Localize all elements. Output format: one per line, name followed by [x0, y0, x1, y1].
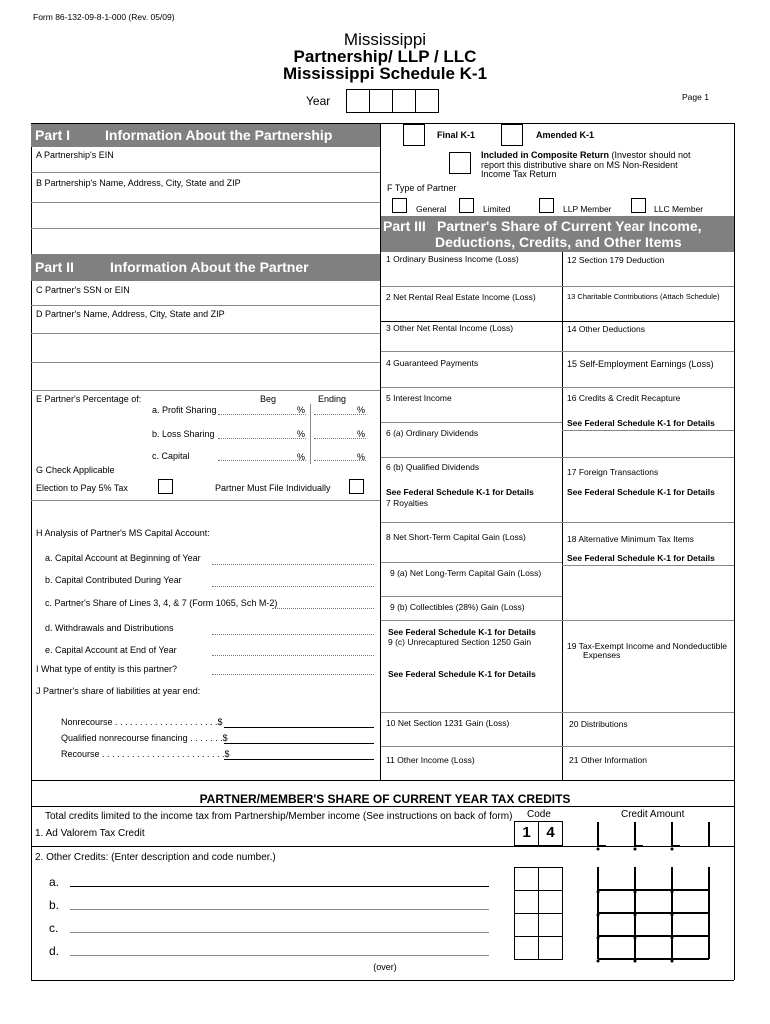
part3-title-2: Deductions, Credits, and Other Items [435, 234, 682, 250]
line-20-label: 20 Distributions [569, 719, 628, 729]
part2-title: Information About the Partner [110, 259, 309, 275]
part1-title: Information About the Partnership [105, 127, 333, 143]
form-number: Form 86-132-09-8-1-000 (Rev. 05/09) [33, 12, 175, 22]
see-federal-9c: See Federal Schedule K-1 for Details [388, 627, 536, 637]
credit-a-label: a. [49, 875, 60, 889]
beg-label: Beg [260, 394, 277, 404]
other-credits-label: 2. Other Credits: (Enter description and code number.) [35, 852, 276, 863]
partnership-address-field[interactable] [31, 228, 380, 229]
general-label: General [416, 204, 447, 214]
line-2-label: 2 Net Rental Real Estate Income (Loss) [386, 292, 536, 302]
credit-c-description[interactable] [70, 932, 489, 933]
form-title-1: Partnership/ LLP / LLC [293, 47, 477, 66]
see-federal-17: See Federal Schedule K-1 for Details [567, 487, 715, 497]
entity-type-label: I What type of entity is this partner? [36, 664, 178, 674]
ending-label: Ending [318, 394, 347, 404]
capital-contributed-field[interactable] [212, 586, 374, 587]
page-number: Page 1 [682, 92, 709, 102]
partner-name-field[interactable] [31, 333, 380, 334]
line-19-label: 19 Tax-Exempt Income and Nondeductible [567, 641, 728, 651]
final-k1-checkbox[interactable] [403, 124, 425, 146]
capital-label: c. Capital [152, 451, 190, 461]
recourse-field[interactable] [224, 759, 374, 760]
percentage-label: E Partner's Percentage of: [36, 394, 142, 404]
line-9c-label: 9 (c) Unrecaptured Section 1250 Gain [388, 637, 532, 647]
form-title-2: Mississippi Schedule K-1 [282, 64, 488, 83]
llc-member-checkbox[interactable] [631, 198, 646, 213]
line-18-label: 18 Alternative Minimum Tax Items [567, 534, 694, 544]
final-k1-label: Final K-1 [437, 130, 476, 140]
line-12-label: 12 Section 179 Deduction [567, 255, 665, 265]
line-6a-label: 6 (a) Ordinary Dividends [386, 428, 479, 438]
partnership-ein-label: A Partnership's EIN [36, 150, 114, 160]
election-label: Election to Pay 5% Tax [36, 483, 128, 493]
line-13-label: 13 Charitable Contributions (Attach Schedule) [567, 292, 720, 301]
percent-sign: % [357, 405, 366, 415]
line-8-label: 8 Net Short-Term Capital Gain (Loss) [386, 532, 526, 542]
line-11-label: 11 Other Income (Loss) [386, 755, 475, 765]
part3-num: Part III [383, 218, 426, 234]
part3-title-1: Partner's Share of Current Year Income, [437, 218, 702, 234]
credit-amount-grid[interactable] [580, 818, 730, 966]
credit-c-label: c. [49, 921, 59, 935]
credit-b-description[interactable] [70, 909, 489, 910]
credits-title: PARTNER/MEMBER'S SHARE OF CURRENT YEAR TAX CREDITS [199, 792, 571, 806]
check-applicable-label: G Check Applicable [36, 465, 115, 475]
see-federal-7: See Federal Schedule K-1 for Details [386, 487, 534, 497]
llc-member-label: LLC Member [654, 204, 704, 214]
partner-share-field[interactable] [272, 608, 374, 609]
nonrecourse-field[interactable] [224, 727, 374, 728]
line-21-label: 21 Other Information [569, 755, 647, 765]
line-10-label: 10 Net Section 1231 Gain (Loss) [386, 718, 510, 728]
entity-type-field[interactable] [212, 674, 374, 675]
loss-beg-field[interactable] [218, 438, 306, 439]
percent-sign: % [297, 429, 306, 439]
line-15-label: 15 Self-Employment Earnings (Loss) [567, 359, 714, 369]
line-7-label: 7 Royalties [386, 498, 429, 508]
part1-header [31, 124, 380, 147]
partnership-name-label: B Partnership's Name, Address, City, State and ZIP [36, 178, 241, 188]
loss-sharing-label: b. Loss Sharing [152, 429, 215, 439]
type-of-partner-label: F Type of Partner [387, 183, 457, 193]
partner-address-field[interactable] [31, 362, 380, 363]
qualified-field[interactable] [224, 743, 374, 744]
capital-analysis-label: H Analysis of Partner's MS Capital Account: [36, 528, 210, 538]
line-17-label: 17 Foreign Transactions [567, 467, 659, 477]
see-federal-16: See Federal Schedule K-1 for Details [567, 418, 715, 428]
partner-share-label: c. Partner's Share of Lines 3, 4, & 7 (Form 1065, Sch M-2) [45, 598, 278, 608]
composite-return-label: Included in Composite Return (Investor should not report this distributive share on MS Non-Resident Income Tax Return [481, 150, 691, 179]
amended-k1-label: Amended K-1 [536, 130, 595, 140]
capital-begin-field[interactable] [212, 564, 374, 565]
percent-sign: % [297, 405, 306, 415]
line-16-label: 16 Credits & Credit Recapture [567, 393, 681, 403]
capital-end-label: e. Capital Account at End of Year [45, 645, 177, 655]
llp-member-checkbox[interactable] [539, 198, 554, 213]
credit-amount-header: Credit Amount [621, 809, 685, 820]
election-checkbox[interactable] [158, 479, 173, 494]
part2-header [31, 254, 380, 281]
llp-member-label: LLP Member [563, 204, 612, 214]
liabilities-label: J Partner's share of liabilities at year end: [36, 686, 201, 696]
withdrawals-label: d. Withdrawals and Distributions [45, 623, 174, 633]
partner-ssn-label: C Partner's SSN or EIN [36, 285, 130, 295]
credits-intro: Total credits limited to the income tax from Partnership/Member income (See instructions on back of form) [45, 811, 513, 822]
year-label: Year [306, 94, 331, 108]
code-digit: 4 [546, 824, 555, 841]
percent-sign: % [357, 452, 366, 462]
credit-d-description[interactable] [70, 955, 489, 956]
limited-label: Limited [483, 204, 511, 214]
capital-end-field[interactable] [212, 655, 374, 656]
part1-num: Part I [35, 127, 71, 143]
over-label: (over) [373, 962, 397, 972]
state-title: Mississippi [343, 30, 427, 49]
limited-checkbox[interactable] [459, 198, 474, 213]
partner-name-label: D Partner's Name, Address, City, State and ZIP [36, 309, 225, 319]
line-5-label: 5 Interest Income [386, 393, 452, 403]
capital-beg-field[interactable] [218, 460, 306, 461]
line-9b-label: 9 (b) Collectibles (28%) Gain (Loss) [390, 602, 525, 612]
withdrawals-field[interactable] [212, 634, 374, 635]
line-19-label-2: Expenses [583, 650, 621, 660]
code-header: Code [527, 809, 551, 820]
credit-b-label: b. [49, 898, 60, 912]
line-6b-label: 6 (b) Qualified Dividends [386, 462, 480, 472]
qualified-label: Qualified nonrecourse financing . . . . . . .$ [61, 733, 228, 743]
percent-sign: % [357, 429, 366, 439]
profit-sharing-label: a. Profit Sharing [152, 405, 217, 415]
see-federal-9c-2: See Federal Schedule K-1 for Details [388, 669, 536, 679]
ad-valorem-label: 1. Ad Valorem Tax Credit [35, 828, 145, 839]
part3-header [381, 216, 734, 252]
general-checkbox[interactable] [392, 198, 407, 213]
credit-d-label: d. [49, 944, 60, 958]
must-file-label: Partner Must File Individually [215, 483, 331, 493]
profit-beg-field[interactable] [218, 414, 306, 415]
code-digit: 1 [522, 824, 531, 841]
partnership-name-field[interactable] [31, 202, 380, 203]
line-9a-label: 9 (a) Net Long-Term Capital Gain (Loss) [390, 568, 542, 578]
amended-k1-checkbox[interactable] [501, 124, 523, 146]
recourse-label: Recourse . . . . . . . . . . . . . . . . . . . . . . . . .$ [61, 749, 230, 759]
part2-num: Part II [35, 259, 74, 275]
partner-ssn-field[interactable] [31, 305, 380, 306]
must-file-checkbox[interactable] [349, 479, 364, 494]
line-1-label: 1 Ordinary Business Income (Loss) [386, 254, 519, 264]
capital-contributed-label: b. Capital Contributed During Year [45, 575, 182, 585]
line-4-label: 4 Guaranteed Payments [386, 358, 479, 368]
capital-begin-label: a. Capital Account at Beginning of Year [45, 553, 201, 563]
see-federal-18: See Federal Schedule K-1 for Details [567, 553, 715, 563]
line-3-label: 3 Other Net Rental Income (Loss) [386, 323, 514, 333]
nonrecourse-label: Nonrecourse . . . . . . . . . . . . . . . . . . . . .$ [61, 717, 223, 727]
composite-return-checkbox[interactable] [449, 152, 471, 174]
line-14-label: 14 Other Deductions [567, 324, 645, 334]
partnership-ein-field[interactable] [31, 172, 380, 173]
percent-sign: % [297, 452, 306, 462]
credit-a-description[interactable] [70, 886, 489, 887]
